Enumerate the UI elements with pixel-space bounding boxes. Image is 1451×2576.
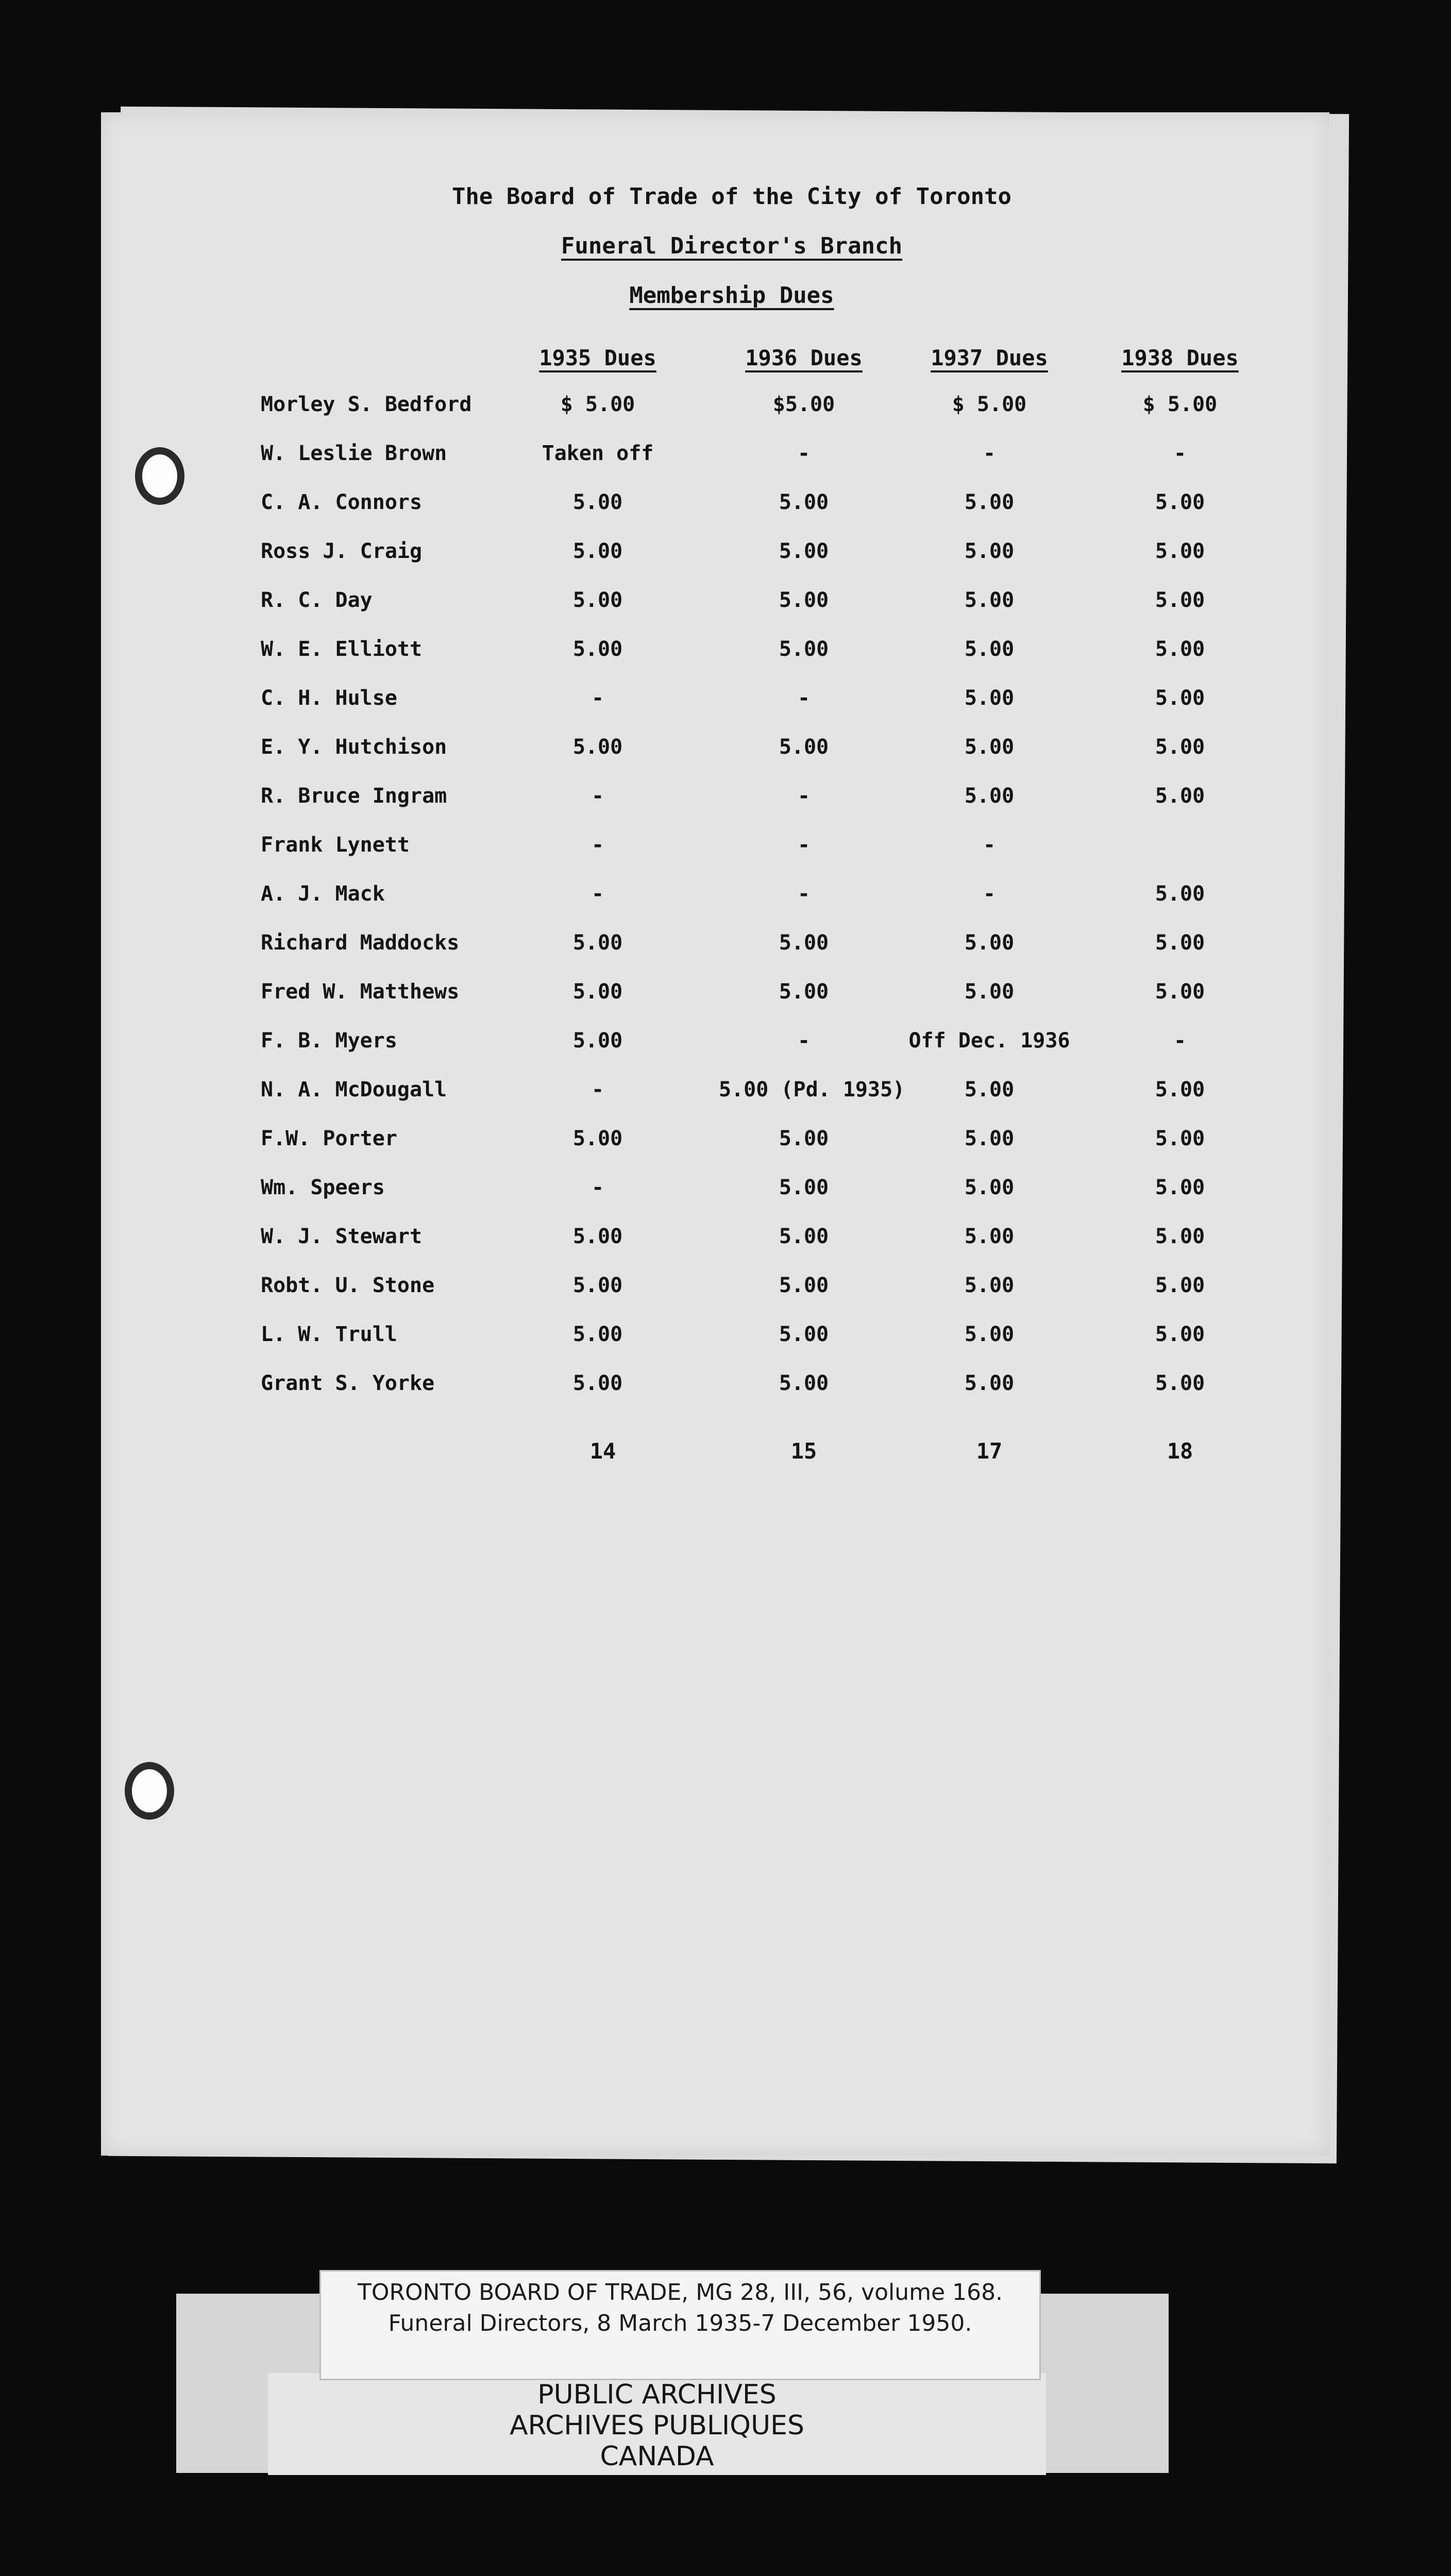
dues-cell: 5.00 <box>964 784 1015 808</box>
member-name: L. W. Trull <box>261 1323 397 1346</box>
column-total-3: 17 <box>976 1438 1003 1464</box>
dues-cell: 5.00 <box>964 735 1015 759</box>
document-title: The Board of Trade of the City of Toronto <box>451 183 1012 210</box>
dues-cell: - <box>797 442 811 465</box>
dues-cell: 5.00 <box>964 1127 1015 1150</box>
dues-cell: 5.00 <box>572 1127 623 1150</box>
dues-cell: - <box>591 1078 604 1101</box>
column-header-1: 1935 Dues <box>539 345 656 370</box>
dues-cell: 5.00 <box>572 637 623 661</box>
dues-cell: - <box>591 686 604 710</box>
dues-cell: 5.00 <box>1155 490 1205 514</box>
member-name: R. C. Day <box>261 588 373 612</box>
dues-cell: 5.00 <box>572 931 623 955</box>
dues-cell: - <box>983 442 996 465</box>
dues-cell: 5.00 <box>572 1274 623 1297</box>
branch-title: Funeral Director's Branch <box>561 233 903 259</box>
dues-cell: - <box>591 833 604 857</box>
dues-cell: 5.00 <box>572 735 623 759</box>
dues-cell: 5.00 <box>964 1078 1015 1101</box>
dues-cell: 5.00 <box>1155 735 1205 759</box>
dues-cell: 5.00 <box>779 931 829 955</box>
dues-cell: 5.00 (Pd. 1935) <box>719 1078 905 1101</box>
member-name: Robt. U. Stone <box>261 1274 435 1297</box>
dues-cell: 5.00 <box>779 980 829 1004</box>
member-name: W. J. Stewart <box>261 1225 423 1248</box>
dues-cell: 5.00 <box>1155 980 1205 1004</box>
column-header-2: 1936 Dues <box>745 345 863 370</box>
dues-cell: 5.00 <box>1155 539 1205 563</box>
member-name: Fred W. Matthews <box>261 980 460 1004</box>
dues-cell: 5.00 <box>572 588 623 612</box>
dues-cell: 5.00 <box>964 588 1015 612</box>
dues-cell: 5.00 <box>779 1274 829 1297</box>
dues-cell: $ 5.00 <box>1142 393 1218 416</box>
dues-cell: - <box>797 686 811 710</box>
dues-cell: 5.00 <box>1155 784 1205 808</box>
member-name: C. A. Connors <box>261 490 423 514</box>
member-name: Wm. Speers <box>261 1176 385 1199</box>
dues-cell: 5.00 <box>1155 1176 1205 1199</box>
archive-reference-line-1: TORONTO BOARD OF TRADE, MG 28, III, 56, volume 168. <box>357 2279 1003 2306</box>
member-name: A. J. Mack <box>261 882 385 906</box>
dues-cell: 5.00 <box>1155 1274 1205 1297</box>
dues-cell: - <box>797 1029 811 1053</box>
dues-cell: - <box>591 882 604 906</box>
dues-cell: - <box>797 784 811 808</box>
dues-cell: $ 5.00 <box>560 393 635 416</box>
dues-cell: 5.00 <box>964 1371 1015 1395</box>
dues-cell: 5.00 <box>964 1274 1015 1297</box>
dues-cell: 5.00 <box>1155 1371 1205 1395</box>
dues-cell: - <box>797 833 811 857</box>
archive-reference-line-2: Funeral Directors, 8 March 1935-7 December 1950. <box>388 2310 972 2336</box>
dues-cell: 5.00 <box>1155 882 1205 906</box>
dues-cell: - <box>591 784 604 808</box>
dues-cell: 5.00 <box>1155 1078 1205 1101</box>
member-name: W. Leslie Brown <box>261 442 447 465</box>
member-name: Ross J. Craig <box>261 539 423 563</box>
dues-cell: - <box>983 833 996 857</box>
dues-cell: 5.00 <box>572 1323 623 1346</box>
dues-cell: 5.00 <box>779 637 829 661</box>
archive-country: CANADA <box>600 2441 714 2472</box>
dues-cell: 5.00 <box>964 1225 1015 1248</box>
dues-cell: 5.00 <box>1155 931 1205 955</box>
dues-cell: 5.00 <box>779 1323 829 1346</box>
column-total-4: 18 <box>1167 1438 1193 1464</box>
dues-cell: 5.00 <box>964 980 1015 1004</box>
column-total-2: 15 <box>790 1438 817 1464</box>
member-name: Grant S. Yorke <box>261 1371 435 1395</box>
dues-cell: - <box>1173 442 1187 465</box>
dues-cell: - <box>1173 1029 1187 1053</box>
dues-cell: Off Dec. 1936 <box>908 1029 1070 1053</box>
dues-cell: 5.00 <box>1155 1225 1205 1248</box>
dues-cell: 5.00 <box>779 1225 829 1248</box>
column-header-4: 1938 Dues <box>1121 345 1239 370</box>
member-name: W. E. Elliott <box>261 637 423 661</box>
dues-cell: 5.00 <box>572 539 623 563</box>
column-total-1: 14 <box>589 1438 616 1464</box>
member-name: N. A. McDougall <box>261 1078 447 1101</box>
dues-cell: 5.00 <box>779 539 829 563</box>
dues-cell: - <box>591 1176 604 1199</box>
archive-name-french: ARCHIVES PUBLIQUES <box>509 2410 805 2441</box>
dues-cell: 5.00 <box>779 1176 829 1199</box>
dues-cell: 5.00 <box>1155 637 1205 661</box>
dues-cell: 5.00 <box>1155 686 1205 710</box>
dues-cell: 5.00 <box>572 980 623 1004</box>
dues-cell: - <box>983 882 996 906</box>
dues-cell: $ 5.00 <box>952 393 1027 416</box>
dues-cell: 5.00 <box>572 1225 623 1248</box>
dues-cell: 5.00 <box>964 490 1015 514</box>
dues-cell: 5.00 <box>572 1029 623 1053</box>
member-name: F.W. Porter <box>261 1127 397 1150</box>
subtitle: Membership Dues <box>629 282 834 309</box>
member-name: E. Y. Hutchison <box>261 735 447 759</box>
dues-cell: 5.00 <box>779 490 829 514</box>
member-name: R. Bruce Ingram <box>261 784 447 808</box>
dues-cell: 5.00 <box>779 1371 829 1395</box>
member-name: C. H. Hulse <box>261 686 397 710</box>
member-name: Frank Lynett <box>261 833 410 857</box>
dues-cell: 5.00 <box>964 686 1015 710</box>
dues-cell: 5.00 <box>779 735 829 759</box>
dues-cell: 5.00 <box>964 637 1015 661</box>
dues-cell: Taken off <box>542 442 654 465</box>
dues-cell: 5.00 <box>779 1127 829 1150</box>
dues-cell: 5.00 <box>779 588 829 612</box>
dues-cell: 5.00 <box>964 931 1015 955</box>
dues-cell: 5.00 <box>964 1323 1015 1346</box>
dues-cell: 5.00 <box>1155 1323 1205 1346</box>
member-name: F. B. Myers <box>261 1029 397 1053</box>
dues-cell: 5.00 <box>964 1176 1015 1199</box>
dues-cell: 5.00 <box>964 539 1015 563</box>
punch-hole-top <box>135 447 184 505</box>
dues-cell: $5.00 <box>772 393 835 416</box>
member-name: Richard Maddocks <box>261 931 460 955</box>
dues-cell: 5.00 <box>1155 588 1205 612</box>
column-header-3: 1937 Dues <box>931 345 1048 370</box>
dues-cell: 5.00 <box>572 1371 623 1395</box>
punch-hole-bottom <box>125 1762 174 1820</box>
dues-cell: 5.00 <box>1155 1127 1205 1150</box>
member-name: Morley S. Bedford <box>261 393 472 416</box>
dues-cell: - <box>797 882 811 906</box>
dues-cell: 5.00 <box>572 490 623 514</box>
archive-name-english: PUBLIC ARCHIVES <box>537 2379 777 2410</box>
